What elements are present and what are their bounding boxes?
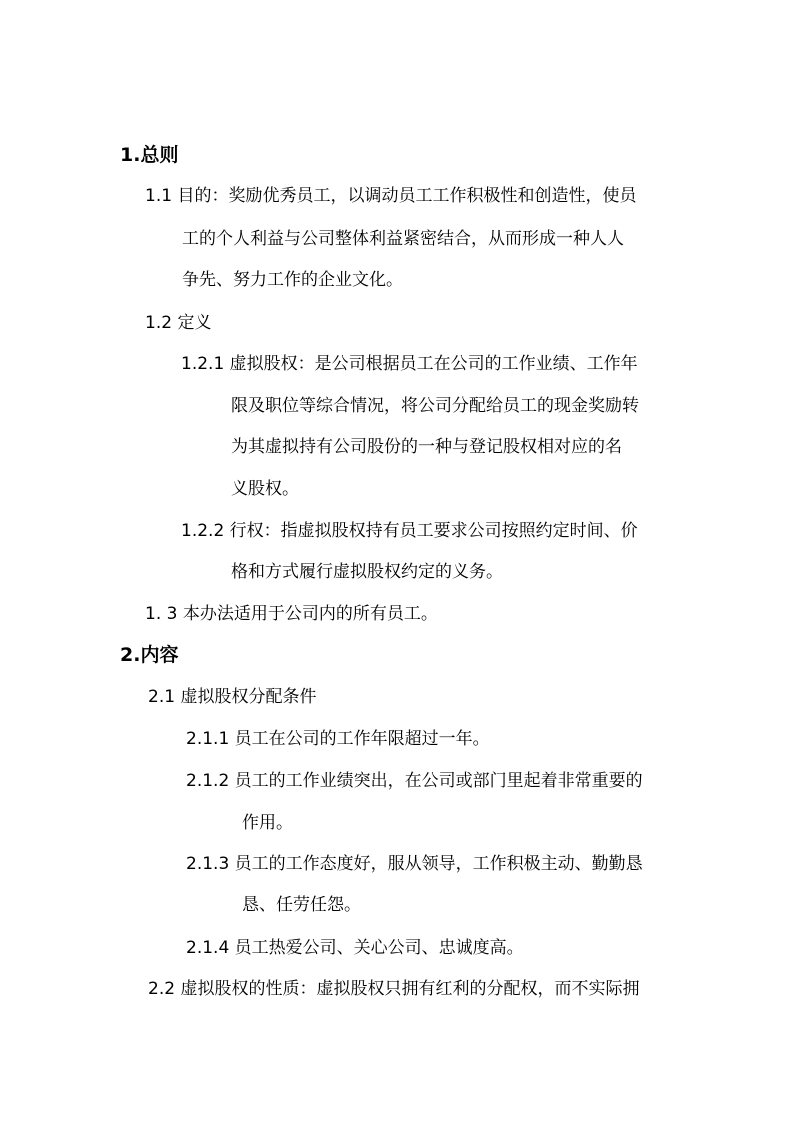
paragraph-line: 工的个人利益与公司整体利益紧密结合，从而形成一种人人 — [182, 229, 624, 249]
paragraph-line: 2.1 虚拟股权分配条件 — [148, 687, 317, 707]
paragraph-line: 格和方式履行虚拟股权约定的义务。 — [231, 562, 503, 582]
paragraph-line: 1. 3 本办法适用于公司内的所有员工。 — [145, 604, 438, 624]
paragraph-line: 2.1.2 员工的工作业绩突出，在公司或部门里起着非常重要的 — [186, 771, 643, 791]
paragraph-line: 2.1.3 员工的工作态度好，服从领导，工作积极主动、勤勤恳 — [186, 854, 643, 874]
paragraph-line: 2.2 虚拟股权的性质：虚拟股权只拥有红利的分配权，而不实际拥 — [148, 979, 640, 999]
section-heading-content: 2.内容 — [120, 644, 179, 666]
paragraph-line: 1.2.2 行权：指虚拟股权持有员工要求公司按照约定时间、价 — [181, 521, 638, 541]
paragraph-line: 1.1 目的：奖励优秀员工，以调动员工工作积极性和创造性，使员 — [145, 186, 637, 206]
paragraph-line: 为其虚拟持有公司股份的一种与登记股权相对应的名 — [231, 437, 622, 457]
paragraph-line: 义股权。 — [231, 479, 299, 499]
paragraph-line: 1.2.1 虚拟股权：是公司根据员工在公司的工作业绩、工作年 — [181, 354, 638, 374]
section-heading-general: 1.总则 — [120, 144, 179, 166]
paragraph-line: 作用。 — [242, 813, 293, 833]
paragraph-line: 2.1.1 员工在公司的工作年限超过一年。 — [186, 729, 490, 749]
paragraph-line: 恳、任劳任怨。 — [242, 895, 361, 915]
paragraph-line: 2.1.4 员工热爱公司、关心公司、忠诚度高。 — [186, 938, 524, 958]
paragraph-line: 争先、努力工作的企业文化。 — [182, 270, 403, 290]
paragraph-line: 限及职位等综合情况，将公司分配给员工的现金奖励转 — [231, 396, 639, 416]
paragraph-line: 1.2 定义 — [145, 313, 212, 333]
